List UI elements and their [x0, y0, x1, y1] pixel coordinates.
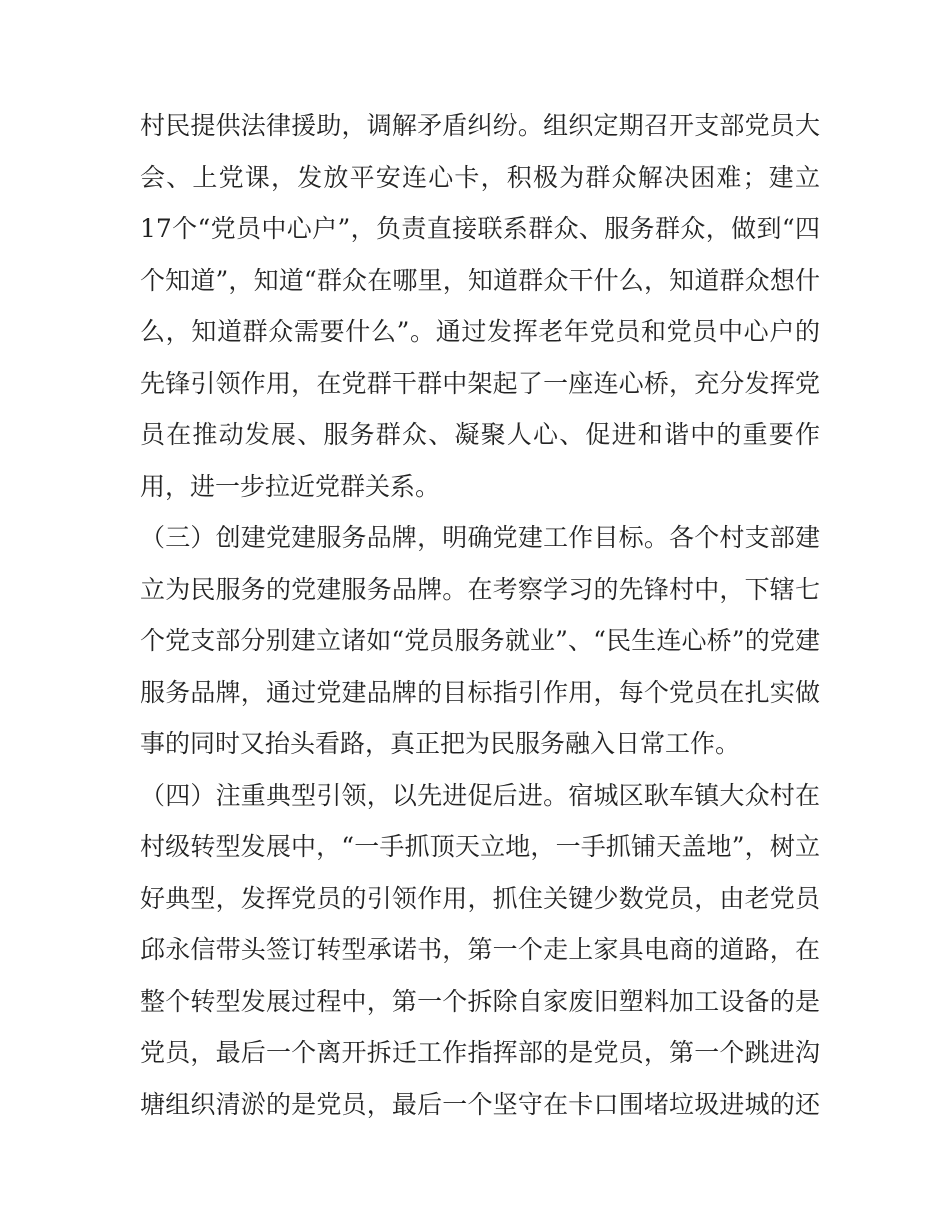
text-line: 党员，最后一个离开拆迁工作指挥部的是党员，第一个跳进沟: [140, 1038, 820, 1067]
text-line: 17个“党员中心户”，负责直接联系群众、服务群众，做到“四: [140, 214, 820, 243]
document-body: [140, 100, 820, 1130]
text-line: 村级转型发展中，“一手抓顶天立地，一手抓铺天盖地”，树立: [140, 832, 820, 861]
text-line: 好典型，发挥党员的引领作用，抓住关键少数党员，由老党员: [140, 883, 820, 913]
text-line: 邱永信带头签订转型承诺书，第一个走上家具电商的道路，在: [140, 935, 820, 964]
text-line: 先锋引领作用，在党群干群中架起了一座连心桥，充分发挥党: [140, 368, 820, 398]
paragraph-end-line: 用，进一步拉近党群关系。: [140, 471, 441, 501]
text-line: 立为民服务的党建服务品牌。在考察学习的先锋村中，下辖七: [140, 574, 820, 604]
text-line: 村民提供法律援助，调解矛盾纠纷。组织定期召开支部党员大: [140, 111, 820, 140]
text-line: 么，知道群众需要什么”。通过发挥老年党员和党员中心户的: [140, 317, 820, 346]
text-line: 服务品牌，通过党建品牌的目标指引作用，每个党员在扎实做: [140, 677, 820, 707]
text-line: 个知道”，知道“群众在哪里，知道群众干什么，知道群众想什: [140, 265, 820, 295]
text-line: 个党支部分别建立诸如“党员服务就业”、“民生连心桥”的党建: [140, 626, 820, 655]
text-line: 整个转型发展过程中，第一个拆除自家废旧塑料加工设备的是: [140, 986, 820, 1016]
text-line: 会、上党课，发放平安连心卡，积极为群众解决困难；建立: [140, 162, 820, 192]
section-heading-line: （三）创建党建服务品牌，明确党建工作目标。各个村支部建: [140, 523, 820, 552]
section-heading-line: （四）注重典型引领，以先进促后进。宿城区耿车镇大众村在: [140, 780, 820, 810]
text-line: 员在推动发展、服务群众、凝聚人心、促进和谐中的重要作: [140, 420, 820, 449]
paragraph-end-line: 事的同时又抬头看路，真正把为民服务融入日常工作。: [140, 729, 741, 758]
text-line: 塘组织清淤的是党员，最后一个坚守在卡口围堵垃圾进城的还: [140, 1089, 820, 1119]
